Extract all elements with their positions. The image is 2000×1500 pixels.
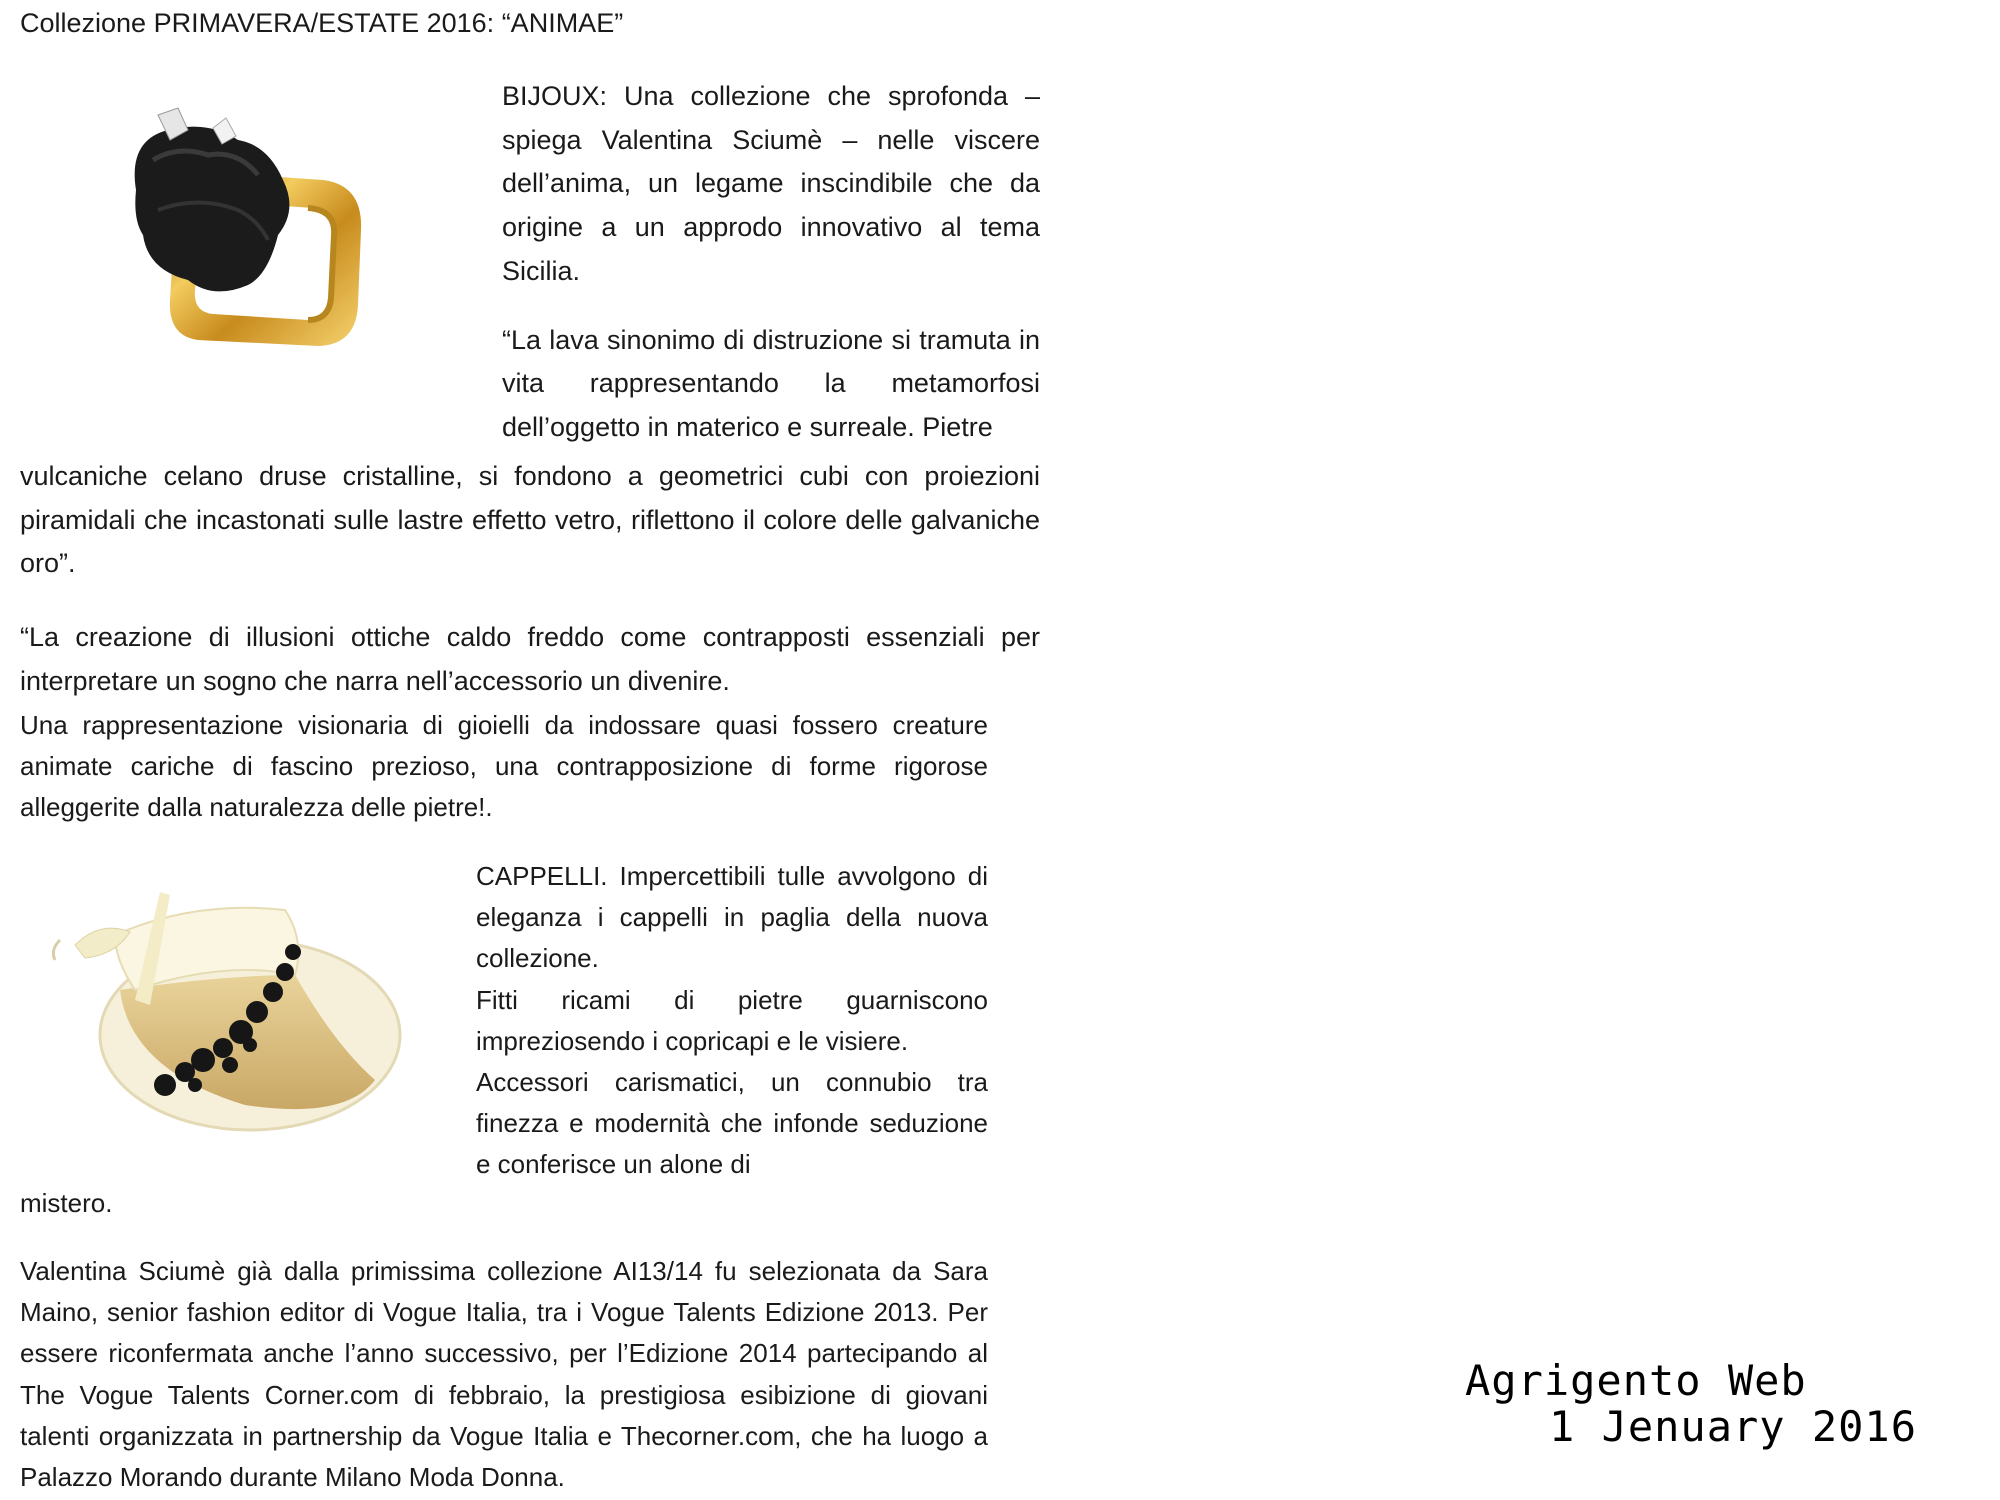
visionaria-text: Una rappresentazione visionaria di gioielli da indossare quasi fossero creature animate cariche di fascino prezioso, una contrapposizione di forme rigorose alleggerite dalla naturalezza delle pietre!.: [20, 710, 988, 823]
cappelli-section: [476, 856, 988, 1186]
cappelli-cont-text: mistero.: [20, 1188, 113, 1218]
bijoux-quote-start: “La lava sinonimo di distruzione si tramuta in vita rappresentando la metamorfosi dell’oggetto in materico e surreale. Pietre: [502, 324, 1040, 442]
illusioni-text: “La creazione di illusioni ottiche caldo freddo come contrapposti essenziali per interpretare un sogno che narra nell’accessorio un divenire.: [20, 622, 1040, 696]
bijoux-section: [502, 75, 1040, 450]
lava-bracelet-image: [118, 100, 368, 350]
source-publication: Agrigento Web: [1465, 1356, 1807, 1405]
cappelli-continued: [20, 1183, 988, 1224]
source-caption: [1465, 1358, 1917, 1450]
straw-visor-image: [45, 880, 415, 1140]
bio-paragraph: [20, 1251, 988, 1498]
cappelli-line2: Fitti ricami di pietre guarniscono impreziosendo i copricapi e le visiere.: [476, 984, 988, 1056]
cappelli-line1: CAPPELLI. Impercettibili tulle avvolgono di eleganza i cappelli in paglia della nuova collezione.: [476, 861, 988, 974]
illusioni-paragraph: [20, 616, 1040, 703]
bijoux-quote-cont-text: vulcaniche celano druse cristalline, si fondono a geometrici cubi con proiezioni piramidali che incastonati sulle lastre effetto vetro, riflettono il colore delle galvaniche oro”.: [20, 461, 1040, 579]
article-title: Collezione PRIMAVERA/ESTATE 2016: “ANIMAE”: [20, 8, 624, 38]
visionaria-paragraph: [20, 705, 988, 829]
source-date: 1 Jenuary 2016: [1549, 1402, 1918, 1451]
bijoux-quote-continued: [20, 455, 1040, 586]
cappelli-line3: Accessori carismatici, un connubio tra finezza e modernità che infonde seduzione e conferisce un alone di: [476, 1067, 988, 1180]
bijoux-paragraph: BIJOUX: Una collezione che sprofonda – spiega Valentina Sciumè – nelle viscere dell’anima, un legame inscindibile che da origine a un approdo innovativo al tema Sicilia.: [502, 81, 1040, 286]
bio-text: Valentina Sciumè già dalla primissima collezione AI13/14 fu selezionata da Sara Maino, senior fashion editor di Vogue Italia, tra i Vogue Talents Edizione 2013. Per essere riconfermata anche l’anno successivo, per l’Edizione 2014 partecipando al The Vogue Talents Corner.com di febbraio, la prestigiosa esibizione di giovani talenti organizzata in partnership da Vogue Italia e Thecorner.com, che ha luogo a Palazzo Morando durante Milano Moda Donna.: [20, 1256, 988, 1493]
